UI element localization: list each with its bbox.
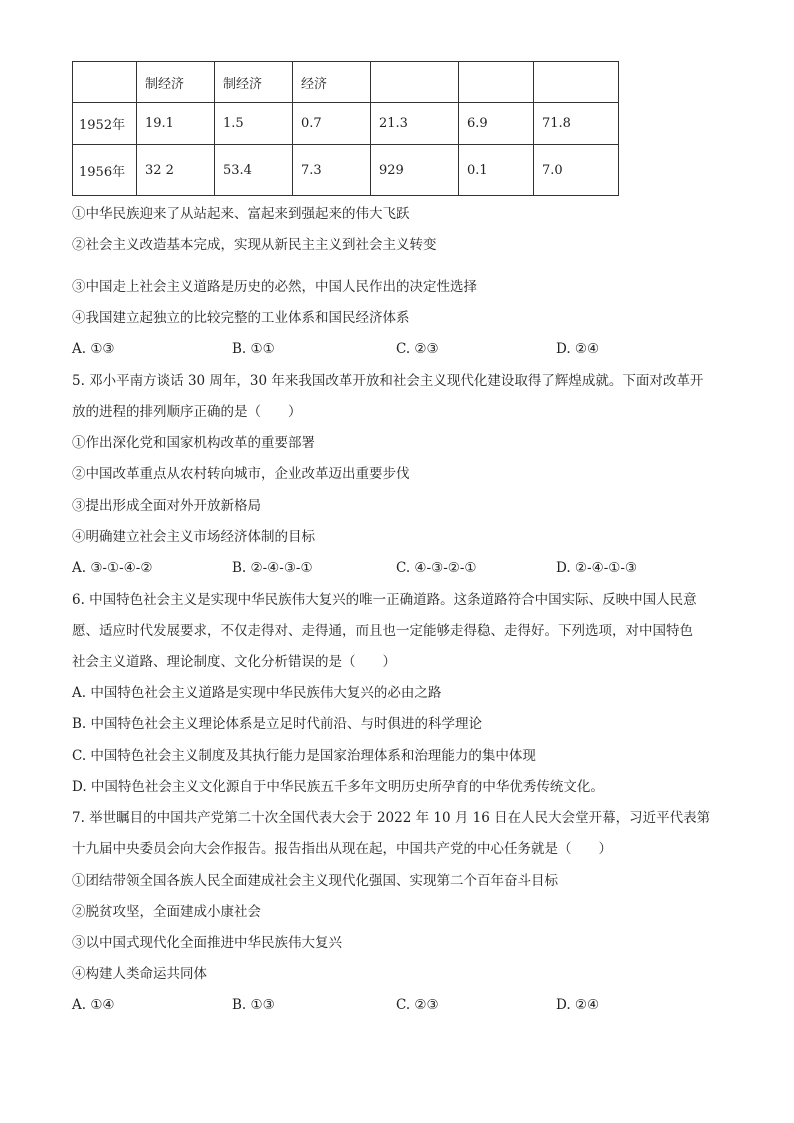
- table-cell: 929: [371, 145, 459, 196]
- q4-options: [72, 339, 732, 359]
- option-b: B. ①①: [232, 341, 275, 357]
- option-b: B. ①③: [232, 997, 275, 1013]
- q5-stem-line-1: 5. 邓小平南方谈话 30 周年，30 年来我国改革开放和社会主义现代化建设取得了辉煌成就。下面对改革开: [72, 373, 704, 389]
- table-cell: [459, 62, 534, 103]
- table-cell: 1.5: [215, 103, 293, 145]
- q7-stem-line-1: 7. 举世瞩目的中国共产党第二十次全国代表大会于 2022 年 10 月 16 日在人民大会堂开幕，习近平代表第: [72, 810, 711, 826]
- option-a: A. ①④: [72, 997, 115, 1013]
- q6-stem-line-3: 社会主义道路、理论制度、文化分析错误的是（ ）: [72, 654, 396, 670]
- option-b: B. ②-④-③-①: [232, 560, 313, 576]
- q5-statement-4: ④明确建立社会主义市场经济体制的目标: [72, 529, 315, 545]
- q4-statement-3: ③中国走上社会主义道路是历史的必然，中国人民作出的决定性选择: [72, 279, 477, 295]
- table-cell: 21.3: [371, 103, 459, 145]
- table-cell: 1952年: [73, 103, 137, 145]
- q7-stem-line-2: 十九届中央委员会向大会作报告。报告指出从现在起，中国共产党的中心任务就是（ ）: [72, 841, 612, 857]
- table-cell: 1956年: [73, 145, 137, 196]
- option-a: A. ③-①-④-②: [72, 560, 153, 576]
- table-row: [73, 145, 619, 196]
- table-cell: 0.7: [293, 103, 371, 145]
- table-cell: [371, 62, 459, 103]
- table-cell: 53.4: [215, 145, 293, 196]
- q6-choice-b: B. 中国特色社会主义理论体系是立足时代前沿、与时俱进的科学理论: [72, 716, 483, 732]
- table-cell: 7.0: [534, 145, 619, 196]
- q4-statement-1: ①中华民族迎来了从站起来、富起来到强起来的伟大飞跃: [72, 206, 410, 222]
- table-cell: 32 2: [137, 145, 215, 196]
- table-cell: 19.1: [137, 103, 215, 145]
- statistics-table: [72, 61, 619, 196]
- q4-statement-4: ④我国建立起独立的比较完整的工业体系和国民经济体系: [72, 310, 410, 326]
- table-cell: 制经济: [215, 62, 293, 103]
- q7-statement-3: ③以中国式现代化全面推进中华民族伟大复兴: [72, 935, 342, 951]
- option-c: C. ②③: [396, 997, 439, 1013]
- q5-stem-line-2: 放的进程的排列顺序正确的是（ ）: [72, 404, 302, 420]
- table-cell: 6.9: [459, 103, 534, 145]
- q7-statement-2: ②脱贫攻坚，全面建成小康社会: [72, 904, 261, 920]
- table-cell: 71.8: [534, 103, 619, 145]
- table-cell: [73, 62, 137, 103]
- table-row: [73, 103, 619, 145]
- table-cell: 制经济: [137, 62, 215, 103]
- q5-statement-2: ②中国改革重点从农村转向城市，企业改革迈出重要步伐: [72, 466, 410, 482]
- q5-statement-1: ①作出深化党和国家机构改革的重要部署: [72, 435, 315, 451]
- table-cell: [534, 62, 619, 103]
- option-d: D. ②④: [556, 997, 600, 1013]
- option-d: D. ②-④-①-③: [556, 560, 638, 576]
- option-a: A. ①③: [72, 341, 115, 357]
- option-c: C. ④-③-②-①: [396, 560, 477, 576]
- q6-choice-a: A. 中国特色社会主义道路是实现中华民族伟大复兴的必由之路: [72, 685, 442, 701]
- option-d: D. ②④: [556, 341, 600, 357]
- option-c: C. ②③: [396, 341, 439, 357]
- q7-statement-1: ①团结带领全国各族人民全面建成社会主义现代化强国、实现第二个百年奋斗目标: [72, 873, 558, 889]
- table-cell: 0.1: [459, 145, 534, 196]
- table-header-row: [73, 62, 619, 103]
- q6-choice-c: C. 中国特色社会主义制度及其执行能力是国家治理体系和治理能力的集中体现: [72, 748, 536, 764]
- q7-options: [72, 995, 732, 1015]
- q6-choice-d: D. 中国特色社会主义文化源自于中华民族五千多年文明历史所孕育的中华优秀传统文化。: [72, 779, 604, 795]
- q6-stem-line-2: 愿、适应时代发展要求，不仅走得对、走得通，而且也一定能够走得稳、走得好。下列选项，对中国特色: [72, 623, 693, 639]
- table-cell: 7.3: [293, 145, 371, 196]
- q7-statement-4: ④构建人类命运共同体: [72, 966, 207, 982]
- q5-options: [72, 558, 732, 578]
- q5-statement-3: ③提出形成全面对外开放新格局: [72, 498, 261, 514]
- table-cell: 经济: [293, 62, 371, 103]
- q4-statement-2: ②社会主义改造基本完成，实现从新民主主义到社会主义转变: [72, 237, 437, 253]
- q6-stem-line-1: 6. 中国特色社会主义是实现中华民族伟大复兴的唯一正确道路。这条道路符合中国实际、反映中国人民意: [72, 592, 697, 608]
